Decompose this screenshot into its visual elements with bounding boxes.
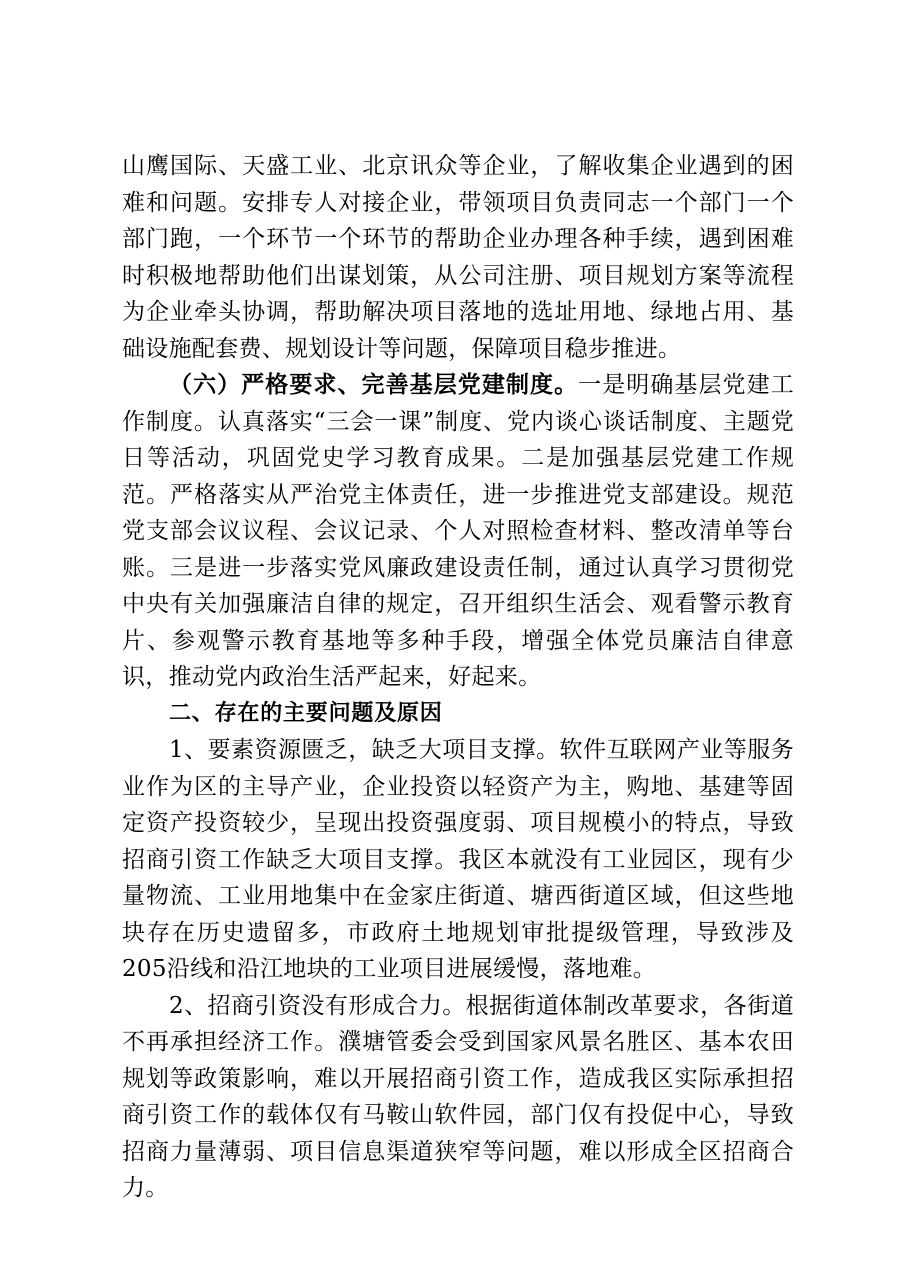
section-heading-problems: 二、存在的主要问题及原因 [169, 700, 443, 726]
paragraph-enterprise-service: 山鹰国际、天盛工业、北京讯众等企业，了解收集企业遇到的困难和问题。安排专人对接企业，带领项目负责同志一个部门一个部门跑，一个环节一个环节的帮助企业办理各种手续，遇到困难时积极地帮助他们出谋划策，从公司注册、项目规划方案等流程为企业牵头协调，帮助解决项目落地的选址用地、绿地占用、基础设施配套费、规划设计等问题，保障项目稳步推进。 [122, 153, 794, 362]
section-lead-six: （六）严格要求、完善基层党建制度。 [169, 371, 579, 398]
paragraph-party-building [122, 367, 794, 696]
paragraph-problem-1: 1、要素资源匮乏，缺乏大项目支撑。软件互联网产业等服务业作为区的主导产业，企业投资以轻资产为主，购地、基建等固定资产投资较少，呈现出投资强度弱、项目规模小的特点，导致招商引资工作缺乏大项目支撑。我区本就没有工业园区，现有少量物流、工业用地集中在金家庄街道、塘西街道区域，但这些地块存在历史遗留多，市政府土地规划审批提级管理，导致涉及205沿线和沿江地块的工业项目进展缓慢，落地难。 [122, 737, 794, 982]
section-body-six: 一是明确基层党建工作制度。认真落实“三会一课”制度、党内谈心谈话制度、主题党日等活动，巩固党史学习教育成果。二是加强基层党建工作规范。严格落实从严治党主体责任，进一步推进党支部建设。规范党支部会议议程、会议记录、个人对照检查材料、整改清单等台账。三是进一步落实党风廉政建设责任制，通过认真学习贯彻党中央有关加强廉洁自律的规定，召开组织生活会、观看警示教育片、参观警示教育基地等多种手段，增强全体党员廉洁自律意识，推动党内政治生活严起来，好起来。 [122, 372, 794, 690]
document-body [122, 148, 794, 1207]
paragraph-problem-2: 2、招商引资没有形成合力。根据街道体制改革要求，各街道不再承担经济工作。濮塘管委会受到国家风景名胜区、基本农田规划等政策影响，难以开展招商引资工作，造成我区实际承担招商引资工作的载体仅有马鞍山软件园，部门仅有投促中心，导致招商力量薄弱、项目信息渠道狭窄等问题，难以形成全区招商合力。 [122, 992, 794, 1201]
